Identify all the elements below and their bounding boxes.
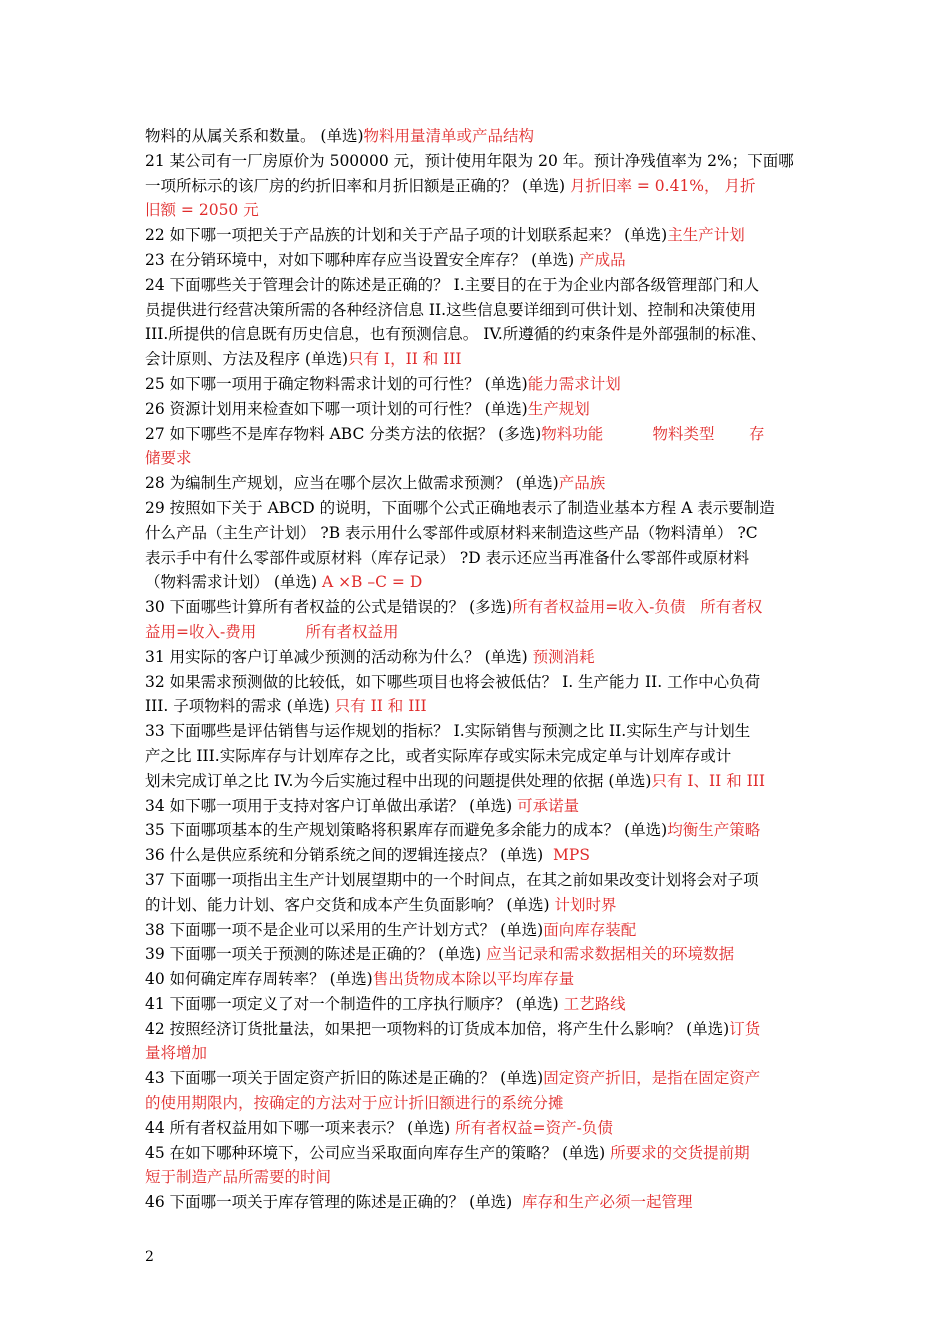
- question-text: 31 用实际的客户订单减少预测的活动称为什么？ (单选): [145, 647, 533, 666]
- answer-text: 只有 II 和 III: [334, 697, 427, 716]
- question-text: 表示手中有什么零部件或原材料（库存记录） ?D 表示还应当再准备什么零部件或原材料: [145, 548, 750, 567]
- answer-text: 预测消耗: [532, 647, 595, 666]
- answer-text: 短于制造产品所需要的时间: [145, 1168, 332, 1187]
- text-line: [145, 174, 810, 199]
- text-line: [145, 1041, 810, 1066]
- text-line: [145, 298, 810, 323]
- text-line: [145, 422, 810, 447]
- text-line: [145, 843, 810, 868]
- page-number: 2: [145, 1249, 154, 1265]
- question-text: 36 什么是供应系统和分销系统之间的逻辑连接点？ (单选): [145, 846, 554, 865]
- answer-text: 旧额 = 2050 元: [145, 201, 259, 220]
- answer-text: A ×B –C = D: [321, 573, 423, 592]
- answer-text: 订货: [729, 1019, 761, 1038]
- question-text: III. 子项物料的需求 (单选): [145, 697, 335, 716]
- answer-text: 可承诺量: [517, 796, 580, 815]
- text-line: [145, 1190, 810, 1215]
- question-text: 21 某公司有一厂房原价为 500000 元，预计使用年限为 20 年。预计净残值率为 2%；下面哪: [145, 151, 794, 170]
- question-text: 的计划、能力计划、客户交货和成本产生负面影响？ (单选): [145, 895, 555, 914]
- question-text: 28 为编制生产规划，应当在哪个层次上做需求预测？ (单选): [145, 474, 559, 493]
- question-text: 41 下面哪一项定义了对一个制造件的工序执行顺序？ (单选): [145, 994, 564, 1013]
- text-line: [145, 1066, 810, 1091]
- question-text: 40 如何确定库存周转率？ (单选): [145, 970, 373, 989]
- question-text: 物料的从属关系和数量。 (单选): [145, 127, 364, 145]
- answer-text: 物料功能 物料类型 存: [541, 424, 765, 443]
- text-line: [145, 918, 810, 943]
- text-line: [145, 223, 810, 248]
- text-line: [145, 942, 810, 967]
- text-line: [145, 744, 810, 769]
- text-line: [145, 1141, 810, 1166]
- text-line: [145, 521, 810, 546]
- text-line: [145, 818, 810, 843]
- question-text: 35 下面哪项基本的生产规划策略将积累库存而避免多余能力的成本？ (单选): [145, 821, 668, 840]
- answer-text: 产成品: [579, 250, 626, 269]
- answer-text: 固定资产折旧，是指在固定资产: [543, 1069, 761, 1088]
- answer-text: 的使用期限内，按确定的方法对于应计折旧额进行的系统分摊: [145, 1094, 564, 1113]
- question-text: 42 按照经济订货批量法，如果把一项物料的订货成本加倍，将产生什么影响？ (单选): [145, 1019, 730, 1038]
- answer-text: 所有者权益用=收入-负债 所有者权: [512, 598, 763, 617]
- question-text: 员提供进行经营决策所需的各种经济信息 II.这些信息要详细到可供计划、控制和决策使用: [145, 300, 757, 319]
- question-text: 43 下面哪一项关于固定资产折旧的陈述是正确的？ (单选): [145, 1069, 544, 1088]
- answer-text: 售出货物成本除以平均库存量: [372, 970, 575, 989]
- answer-text: 只有 I、II 和 III: [651, 771, 766, 790]
- question-text: 39 下面哪一项关于预测的陈述是正确的？ (单选): [145, 945, 487, 964]
- answer-text: 所要求的交货提前期: [610, 1143, 750, 1162]
- text-line: [145, 967, 810, 992]
- answer-text: 只有 I，II 和 III: [348, 350, 462, 369]
- question-text: 37 下面哪一项指出主生产计划展望期中的一个时间点，在其之前如果改变计划将会对子项: [145, 870, 759, 889]
- question-text: 22 如下哪一项把关于产品族的计划和关于产品子项的计划联系起来？ (单选): [145, 226, 668, 245]
- text-line: [145, 570, 810, 595]
- question-text: III.所提供的信息既有历史信息，也有预测信息。 IV.所遵循的约束条件是外部强制的标准、: [145, 325, 767, 344]
- text-line: [145, 496, 810, 521]
- answer-text: 计划时界: [554, 895, 617, 914]
- text-line: [145, 322, 810, 347]
- question-text: 46 下面哪一项关于库存管理的陈述是正确的？ (单选): [145, 1193, 523, 1212]
- question-text: 29 按照如下关于 ABCD 的说明，下面哪个公式正确地表示了制造业基本方程 A 表示要制造: [145, 498, 775, 517]
- question-text: 27 如下哪些不是库存物料 ABC 分类方法的依据？ (多选): [145, 424, 542, 443]
- text-line: [145, 992, 810, 1017]
- answer-text: 储要求: [145, 449, 192, 468]
- text-line: [145, 446, 810, 471]
- text-line: [145, 719, 810, 744]
- text-line: [145, 1165, 810, 1190]
- answer-text: 主生产计划: [667, 226, 745, 245]
- question-text: 产之比 III.实际库存与计划库存之比，或者实际库存或实际未完成定单与计划库存或计: [145, 746, 732, 765]
- answer-text: MPS: [553, 846, 590, 865]
- text-line: [145, 1091, 810, 1116]
- question-text: 44 所有者权益用如下哪一项来表示？ (单选): [145, 1118, 456, 1137]
- text-line: [145, 620, 810, 645]
- text-line: [145, 124, 810, 149]
- question-text: 30 下面哪些计算所有者权益的公式是错误的？ (多选): [145, 598, 513, 617]
- question-text: 23 在分销环境中，对如下哪种库存应当设置安全库存？ (单选): [145, 250, 580, 269]
- text-line: [145, 645, 810, 670]
- question-text: 会计原则、方法及程序 (单选): [145, 350, 349, 369]
- question-text: 划未完成订单之比 IV.为今后实施过程中出现的问题提供处理的依据 (单选): [145, 771, 652, 790]
- answer-text: 生产规划: [527, 399, 590, 418]
- answer-text: 均衡生产策略: [667, 821, 761, 840]
- question-text: 26 资源计划用来检查如下哪一项计划的可行性？ (单选): [145, 399, 528, 418]
- answer-text: 物料用量清单或产品结构: [363, 127, 535, 145]
- text-line: [145, 595, 810, 620]
- text-line: [145, 1116, 810, 1141]
- question-text: 25 如下哪一项用于确定物料需求计划的可行性？ (单选): [145, 374, 528, 393]
- answer-text: 所有者权益=资产-负债: [455, 1118, 613, 1137]
- answer-text: 库存和生产必须一起管理: [522, 1193, 693, 1212]
- question-text: 什么产品（主生产计划） ?B 表示用什么零部件或原材料来制造这些产品（物料清单） ?C: [145, 523, 758, 542]
- question-text: 34 如下哪一项用于支持对客户订单做出承诺？ (单选): [145, 796, 518, 815]
- text-line: [145, 273, 810, 298]
- text-line: [145, 248, 810, 273]
- question-text: 33 下面哪些是评估销售与运作规划的指标？ I.实际销售与预测之比 II.实际生产与计划生: [145, 722, 751, 741]
- text-line: [145, 893, 810, 918]
- text-line: [145, 868, 810, 893]
- document-body: [145, 124, 810, 1215]
- answer-text: 能力需求计划: [527, 374, 621, 393]
- text-line: [145, 769, 810, 794]
- text-line: [145, 149, 810, 174]
- question-text: 一项所标示的该厂房的约折旧率和月折旧额是正确的？ (单选): [145, 176, 570, 195]
- text-line: [145, 347, 810, 372]
- question-text: （物料需求计划） (单选): [145, 573, 322, 592]
- answer-text: 产品族: [558, 474, 606, 493]
- answer-text: 量将增加: [145, 1044, 208, 1063]
- question-text: 32 如果需求预测做的比较低，如下哪些项目也将会被低估？ I. 生产能力 II. 工作中心负荷: [145, 672, 761, 691]
- answer-text: 益用=收入-费用 所有者权益用: [145, 622, 399, 641]
- text-line: [145, 198, 810, 223]
- text-line: [145, 471, 810, 496]
- answer-text: 月折旧率 = 0.41%， 月折: [569, 176, 756, 195]
- answer-text: 应当记录和需求数据相关的环境数据: [486, 945, 735, 964]
- text-line: [145, 670, 810, 695]
- text-line: [145, 1017, 810, 1042]
- text-line: [145, 794, 810, 819]
- text-line: [145, 694, 810, 719]
- text-line: [145, 372, 810, 397]
- question-text: 38 下面哪一项不是企业可以采用的生产计划方式？ (单选): [145, 920, 544, 939]
- text-line: [145, 397, 810, 422]
- text-line: [145, 546, 810, 571]
- question-text: 24 下面哪些关于管理会计的陈述是正确的？ I.主要目的在于为企业内部各级管理部门和人: [145, 275, 760, 294]
- question-text: 45 在如下哪种环境下，公司应当采取面向库存生产的策略？ (单选): [145, 1143, 611, 1162]
- answer-text: 面向库存装配: [543, 920, 637, 939]
- answer-text: 工艺路线: [563, 994, 626, 1013]
